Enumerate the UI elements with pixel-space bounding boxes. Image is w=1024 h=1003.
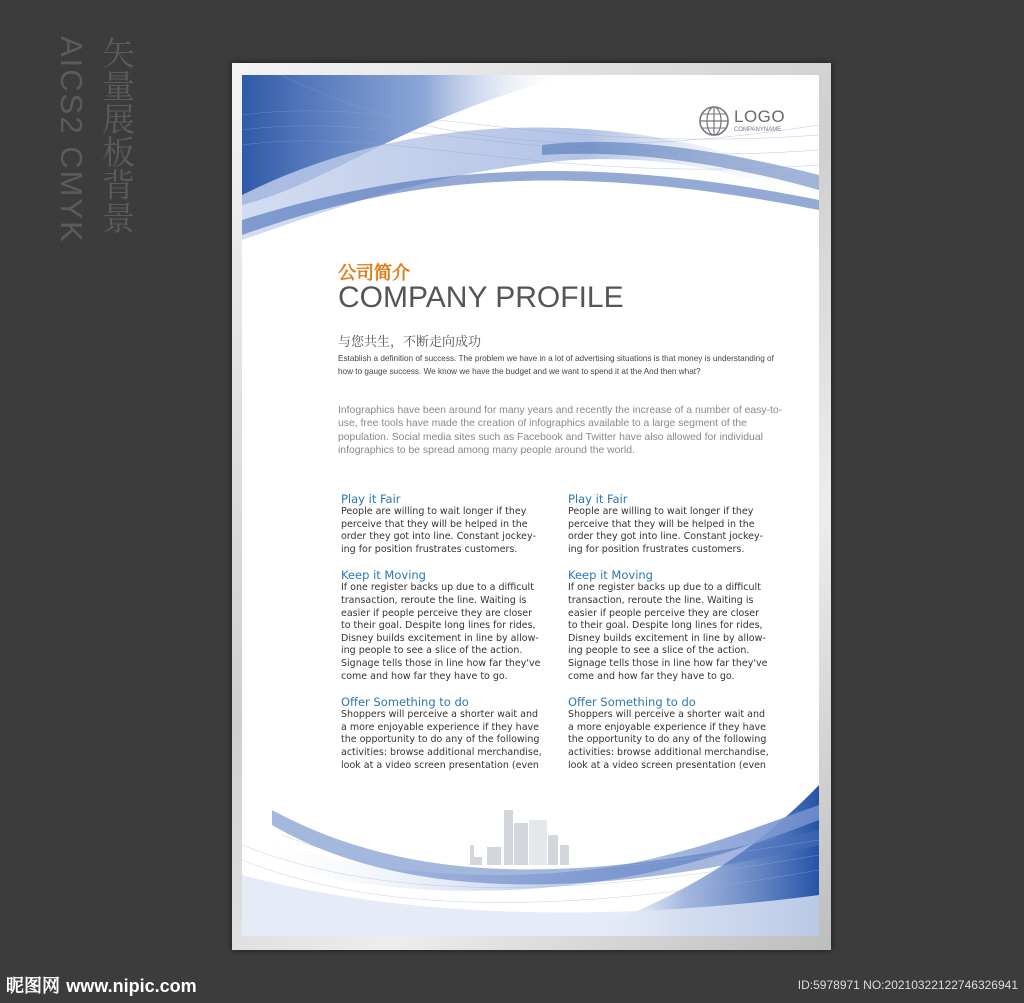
site-watermark xyxy=(6,972,197,998)
section-heading: Keep it Moving xyxy=(341,568,426,583)
intro-paragraph: Establish a definition of success. The problem we have in a lot of advertising situations is that money is understanding of how to gauge success. We know we have the budget and we want to spend it at the And then what? xyxy=(338,354,774,376)
slogan: 与您共生，不断走向成功 xyxy=(338,335,482,350)
section-text: If one register backs up due to a difficult transaction, reroute the line. Waiting is easier if people perceive they are closer to their goal. Despite long lines for rides, Disney builds excitement in line by allow- ing people to see a slice of the action. Signage tells those in line how far they've come and how far they have to go. xyxy=(341,582,541,682)
section-heading: Offer Something to do xyxy=(341,695,469,710)
section-text: Shoppers will perceive a shorter wait and a more enjoyable experience if they have the opportunity to do any of the following activities: browse additional merchandise, look at a video screen presentation (even xyxy=(341,709,542,771)
logo-company-name: COMPANYNAME xyxy=(734,127,782,133)
side-caption-chinese: 矢量展板背景 xyxy=(97,36,136,234)
city-skyline xyxy=(470,810,569,865)
section-text: People are willing to wait longer if they perceive that they will be helped in the order they got into line. Constant jockey- ing for position frustrates customers. xyxy=(341,506,536,555)
section-play-it-fair xyxy=(341,492,551,556)
poster-frame xyxy=(232,63,831,950)
globe-icon xyxy=(698,105,730,137)
section-text: If one register backs up due to a difficult transaction, reroute the line. Waiting is easier if people perceive they are closer to their goal. Despite long lines for rides, Disney builds excitement in line by allow- ing people to see a slice of the action. Signage tells those in line how far they've come and how far they have to go. xyxy=(568,582,768,682)
side-caption-english: AICS2 CMYK xyxy=(54,36,89,244)
section-offer-something xyxy=(341,695,551,772)
watermark-site: 昵图网 xyxy=(6,976,60,997)
section-heading: Play it Fair xyxy=(568,492,628,506)
section-keep-it-moving xyxy=(341,568,551,683)
body-paragraph: Infographics have been around for many years and recently the increase of a number of easy-to-use, free tools have made the creation of infographics available to a large segment of the population. Social media sites such as Facebook and Twitter have also allowed for individual infographics to be spread among many people around the world. xyxy=(338,405,783,457)
title-english: COMPANY PROFILE xyxy=(338,281,624,314)
company-logo xyxy=(698,105,798,145)
section-heading: Play it Fair xyxy=(341,492,401,506)
side-caption xyxy=(48,36,140,276)
section-keep-it-moving xyxy=(568,568,778,683)
section-offer-something xyxy=(568,695,778,772)
poster xyxy=(242,75,819,936)
section-text: Shoppers will perceive a shorter wait and a more enjoyable experience if they have the opportunity to do any of the following activities: browse additional merchandise, look at a video screen presentation (even xyxy=(568,709,769,771)
section-play-it-fair xyxy=(568,492,778,556)
section-heading: Offer Something to do xyxy=(568,695,696,710)
right-column xyxy=(568,492,778,772)
section-text: People are willing to wait longer if they perceive that they will be helped in the order they got into line. Constant jockey- ing for position frustrates customers. xyxy=(568,506,763,555)
section-heading: Keep it Moving xyxy=(568,568,653,583)
left-column xyxy=(341,492,551,772)
title-chinese: 公司简介 xyxy=(338,263,410,284)
logo-text: LOGO xyxy=(734,107,786,126)
image-id-text: ID:5978971 NO:20210322122746326941 xyxy=(797,978,1018,992)
watermark-url: www.nipic.com xyxy=(66,976,197,996)
